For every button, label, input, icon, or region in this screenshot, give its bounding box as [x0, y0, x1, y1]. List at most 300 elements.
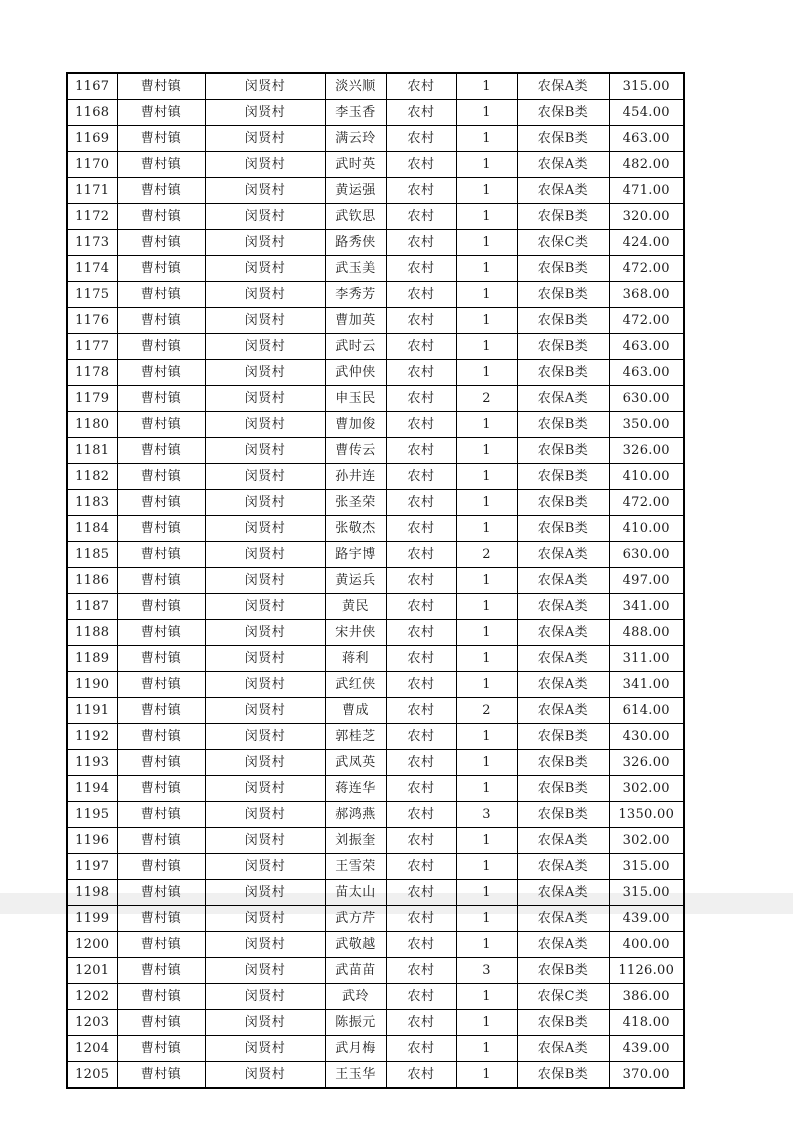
amount-cell: 320.00: [609, 204, 684, 230]
town-cell: 曹村镇: [117, 646, 205, 672]
town-cell: 曹村镇: [117, 152, 205, 178]
person-count-cell: 1: [456, 204, 517, 230]
residence-type-cell: 农村: [386, 386, 456, 412]
person-name-cell: 王雪荣: [325, 854, 386, 880]
residence-type-cell: 农村: [386, 906, 456, 932]
village-cell: 闵贤村: [205, 334, 325, 360]
table-row: [67, 230, 684, 256]
person-name-cell: 王玉华: [325, 1062, 386, 1089]
table-row: [67, 100, 684, 126]
serial-number-cell: 1172: [67, 204, 117, 230]
table-row: [67, 802, 684, 828]
residence-type-cell: 农村: [386, 490, 456, 516]
person-count-cell: 1: [456, 646, 517, 672]
insurance-category-cell: 农保B类: [517, 334, 609, 360]
amount-cell: 311.00: [609, 646, 684, 672]
town-cell: 曹村镇: [117, 594, 205, 620]
town-cell: 曹村镇: [117, 568, 205, 594]
town-cell: 曹村镇: [117, 542, 205, 568]
town-cell: 曹村镇: [117, 334, 205, 360]
serial-number-cell: 1197: [67, 854, 117, 880]
table-row: [67, 568, 684, 594]
town-cell: 曹村镇: [117, 308, 205, 334]
town-cell: 曹村镇: [117, 360, 205, 386]
person-count-cell: 1: [456, 932, 517, 958]
insurance-category-cell: 农保A类: [517, 646, 609, 672]
residence-type-cell: 农村: [386, 594, 456, 620]
serial-number-cell: 1180: [67, 412, 117, 438]
serial-number-cell: 1186: [67, 568, 117, 594]
amount-cell: 368.00: [609, 282, 684, 308]
residence-type-cell: 农村: [386, 828, 456, 854]
person-name-cell: 陈振元: [325, 1010, 386, 1036]
table-row: [67, 932, 684, 958]
insurance-category-cell: 农保A类: [517, 828, 609, 854]
insurance-category-cell: 农保B类: [517, 1010, 609, 1036]
person-count-cell: 1: [456, 256, 517, 282]
person-name-cell: 路宇博: [325, 542, 386, 568]
village-cell: 闵贤村: [205, 73, 325, 100]
town-cell: 曹村镇: [117, 698, 205, 724]
serial-number-cell: 1169: [67, 126, 117, 152]
village-cell: 闵贤村: [205, 542, 325, 568]
table-body: [67, 73, 684, 1088]
residence-type-cell: 农村: [386, 178, 456, 204]
insurance-category-cell: 农保B类: [517, 750, 609, 776]
person-name-cell: 武月梅: [325, 1036, 386, 1062]
serial-number-cell: 1190: [67, 672, 117, 698]
town-cell: 曹村镇: [117, 412, 205, 438]
person-name-cell: 郝鸿燕: [325, 802, 386, 828]
serial-number-cell: 1184: [67, 516, 117, 542]
person-name-cell: 曹加英: [325, 308, 386, 334]
amount-cell: 1350.00: [609, 802, 684, 828]
table-row: [67, 776, 684, 802]
serial-number-cell: 1182: [67, 464, 117, 490]
residence-type-cell: 农村: [386, 100, 456, 126]
person-count-cell: 1: [456, 880, 517, 906]
table-row: [67, 1036, 684, 1062]
village-cell: 闵贤村: [205, 256, 325, 282]
amount-cell: 315.00: [609, 73, 684, 100]
person-name-cell: 武玲: [325, 984, 386, 1010]
residence-type-cell: 农村: [386, 620, 456, 646]
person-count-cell: 1: [456, 724, 517, 750]
residence-type-cell: 农村: [386, 230, 456, 256]
person-count-cell: 1: [456, 230, 517, 256]
person-count-cell: 1: [456, 594, 517, 620]
person-count-cell: 2: [456, 386, 517, 412]
insurance-category-cell: 农保A类: [517, 1036, 609, 1062]
table-row: [67, 126, 684, 152]
village-cell: 闵贤村: [205, 386, 325, 412]
town-cell: 曹村镇: [117, 1062, 205, 1089]
amount-cell: 315.00: [609, 880, 684, 906]
person-name-cell: 路秀侠: [325, 230, 386, 256]
amount-cell: 482.00: [609, 152, 684, 178]
insurance-category-cell: 农保A类: [517, 698, 609, 724]
town-cell: 曹村镇: [117, 802, 205, 828]
person-name-cell: 曹加俊: [325, 412, 386, 438]
village-cell: 闵贤村: [205, 1062, 325, 1089]
person-name-cell: 苗太山: [325, 880, 386, 906]
amount-cell: 386.00: [609, 984, 684, 1010]
person-count-cell: 1: [456, 620, 517, 646]
residence-type-cell: 农村: [386, 698, 456, 724]
table-row: [67, 490, 684, 516]
residence-type-cell: 农村: [386, 516, 456, 542]
residence-type-cell: 农村: [386, 1036, 456, 1062]
person-count-cell: 1: [456, 776, 517, 802]
person-count-cell: 1: [456, 464, 517, 490]
person-name-cell: 武仲侠: [325, 360, 386, 386]
person-name-cell: 武时云: [325, 334, 386, 360]
serial-number-cell: 1205: [67, 1062, 117, 1089]
insurance-category-cell: 农保A类: [517, 542, 609, 568]
amount-cell: 341.00: [609, 594, 684, 620]
amount-cell: 463.00: [609, 334, 684, 360]
village-cell: 闵贤村: [205, 230, 325, 256]
residence-type-cell: 农村: [386, 308, 456, 334]
village-cell: 闵贤村: [205, 724, 325, 750]
amount-cell: 326.00: [609, 438, 684, 464]
town-cell: 曹村镇: [117, 204, 205, 230]
person-name-cell: 刘振奎: [325, 828, 386, 854]
village-cell: 闵贤村: [205, 360, 325, 386]
residence-type-cell: 农村: [386, 464, 456, 490]
person-name-cell: 淡兴顺: [325, 73, 386, 100]
residence-type-cell: 农村: [386, 672, 456, 698]
town-cell: 曹村镇: [117, 178, 205, 204]
village-cell: 闵贤村: [205, 1010, 325, 1036]
insurance-category-cell: 农保B类: [517, 308, 609, 334]
residence-type-cell: 农村: [386, 204, 456, 230]
serial-number-cell: 1181: [67, 438, 117, 464]
table-row: [67, 204, 684, 230]
serial-number-cell: 1193: [67, 750, 117, 776]
serial-number-cell: 1195: [67, 802, 117, 828]
table-row: [67, 308, 684, 334]
person-name-cell: 武红侠: [325, 672, 386, 698]
insurance-category-cell: 农保B类: [517, 1062, 609, 1089]
insurance-category-cell: 农保A类: [517, 594, 609, 620]
residence-type-cell: 农村: [386, 880, 456, 906]
village-cell: 闵贤村: [205, 802, 325, 828]
amount-cell: 439.00: [609, 1036, 684, 1062]
amount-cell: 1126.00: [609, 958, 684, 984]
serial-number-cell: 1189: [67, 646, 117, 672]
serial-number-cell: 1192: [67, 724, 117, 750]
village-cell: 闵贤村: [205, 984, 325, 1010]
residence-type-cell: 农村: [386, 73, 456, 100]
serial-number-cell: 1198: [67, 880, 117, 906]
residence-type-cell: 农村: [386, 802, 456, 828]
village-cell: 闵贤村: [205, 308, 325, 334]
person-name-cell: 黄民: [325, 594, 386, 620]
person-name-cell: 黄运兵: [325, 568, 386, 594]
table-row: [67, 880, 684, 906]
town-cell: 曹村镇: [117, 672, 205, 698]
residence-type-cell: 农村: [386, 126, 456, 152]
amount-cell: 439.00: [609, 906, 684, 932]
town-cell: 曹村镇: [117, 750, 205, 776]
insurance-category-cell: 农保B类: [517, 958, 609, 984]
amount-cell: 418.00: [609, 1010, 684, 1036]
village-cell: 闵贤村: [205, 672, 325, 698]
residence-type-cell: 农村: [386, 750, 456, 776]
person-count-cell: 3: [456, 958, 517, 984]
table-row: [67, 516, 684, 542]
residence-type-cell: 农村: [386, 776, 456, 802]
insurance-category-cell: 农保A类: [517, 620, 609, 646]
person-name-cell: 张圣荣: [325, 490, 386, 516]
person-count-cell: 1: [456, 1010, 517, 1036]
person-count-cell: 1: [456, 516, 517, 542]
table-row: [67, 1010, 684, 1036]
residence-type-cell: 农村: [386, 412, 456, 438]
serial-number-cell: 1187: [67, 594, 117, 620]
person-name-cell: 武时英: [325, 152, 386, 178]
town-cell: 曹村镇: [117, 958, 205, 984]
village-cell: 闵贤村: [205, 880, 325, 906]
serial-number-cell: 1201: [67, 958, 117, 984]
person-name-cell: 张敬杰: [325, 516, 386, 542]
insurance-category-cell: 农保B类: [517, 126, 609, 152]
person-name-cell: 武苗苗: [325, 958, 386, 984]
town-cell: 曹村镇: [117, 256, 205, 282]
village-cell: 闵贤村: [205, 750, 325, 776]
insurance-category-cell: 农保C类: [517, 230, 609, 256]
table-row: [67, 672, 684, 698]
person-count-cell: 1: [456, 1036, 517, 1062]
village-cell: 闵贤村: [205, 1036, 325, 1062]
amount-cell: 410.00: [609, 464, 684, 490]
residence-type-cell: 农村: [386, 152, 456, 178]
insurance-category-cell: 农保B类: [517, 776, 609, 802]
serial-number-cell: 1185: [67, 542, 117, 568]
person-count-cell: 1: [456, 438, 517, 464]
village-cell: 闵贤村: [205, 958, 325, 984]
table-row: [67, 360, 684, 386]
town-cell: 曹村镇: [117, 230, 205, 256]
town-cell: 曹村镇: [117, 932, 205, 958]
amount-cell: 471.00: [609, 178, 684, 204]
town-cell: 曹村镇: [117, 73, 205, 100]
village-cell: 闵贤村: [205, 126, 325, 152]
amount-cell: 614.00: [609, 698, 684, 724]
serial-number-cell: 1188: [67, 620, 117, 646]
person-count-cell: 1: [456, 984, 517, 1010]
insurance-category-cell: 农保B类: [517, 204, 609, 230]
town-cell: 曹村镇: [117, 1010, 205, 1036]
town-cell: 曹村镇: [117, 438, 205, 464]
amount-cell: 472.00: [609, 256, 684, 282]
person-name-cell: 武钦思: [325, 204, 386, 230]
insurance-category-cell: 农保B类: [517, 464, 609, 490]
village-cell: 闵贤村: [205, 490, 325, 516]
town-cell: 曹村镇: [117, 490, 205, 516]
town-cell: 曹村镇: [117, 906, 205, 932]
village-cell: 闵贤村: [205, 516, 325, 542]
person-name-cell: 黄运强: [325, 178, 386, 204]
insurance-records-table: [66, 72, 685, 1089]
insurance-category-cell: 农保A类: [517, 152, 609, 178]
residence-type-cell: 农村: [386, 646, 456, 672]
table-row: [67, 724, 684, 750]
table-row: [67, 906, 684, 932]
village-cell: 闵贤村: [205, 594, 325, 620]
insurance-category-cell: 农保B类: [517, 360, 609, 386]
village-cell: 闵贤村: [205, 568, 325, 594]
amount-cell: 630.00: [609, 542, 684, 568]
person-count-cell: 1: [456, 490, 517, 516]
insurance-category-cell: 农保A类: [517, 178, 609, 204]
table-row: [67, 646, 684, 672]
amount-cell: 630.00: [609, 386, 684, 412]
serial-number-cell: 1183: [67, 490, 117, 516]
person-count-cell: 1: [456, 568, 517, 594]
person-count-cell: 1: [456, 282, 517, 308]
person-count-cell: 1: [456, 906, 517, 932]
village-cell: 闵贤村: [205, 620, 325, 646]
person-count-cell: 1: [456, 828, 517, 854]
village-cell: 闵贤村: [205, 412, 325, 438]
person-count-cell: 1: [456, 100, 517, 126]
person-count-cell: 1: [456, 750, 517, 776]
person-name-cell: 蒋利: [325, 646, 386, 672]
amount-cell: 472.00: [609, 308, 684, 334]
village-cell: 闵贤村: [205, 828, 325, 854]
amount-cell: 497.00: [609, 568, 684, 594]
person-name-cell: 李秀芳: [325, 282, 386, 308]
residence-type-cell: 农村: [386, 724, 456, 750]
table-row: [67, 828, 684, 854]
town-cell: 曹村镇: [117, 1036, 205, 1062]
amount-cell: 370.00: [609, 1062, 684, 1089]
person-name-cell: 郭桂芝: [325, 724, 386, 750]
town-cell: 曹村镇: [117, 126, 205, 152]
table-row: [67, 386, 684, 412]
person-name-cell: 申玉民: [325, 386, 386, 412]
town-cell: 曹村镇: [117, 620, 205, 646]
serial-number-cell: 1178: [67, 360, 117, 386]
table-row: [67, 438, 684, 464]
insurance-category-cell: 农保B类: [517, 282, 609, 308]
person-name-cell: 蒋连华: [325, 776, 386, 802]
serial-number-cell: 1199: [67, 906, 117, 932]
insurance-category-cell: 农保B类: [517, 256, 609, 282]
person-name-cell: 武玉美: [325, 256, 386, 282]
person-count-cell: 1: [456, 308, 517, 334]
person-count-cell: 1: [456, 412, 517, 438]
person-name-cell: 满云玲: [325, 126, 386, 152]
residence-type-cell: 农村: [386, 984, 456, 1010]
serial-number-cell: 1173: [67, 230, 117, 256]
serial-number-cell: 1200: [67, 932, 117, 958]
village-cell: 闵贤村: [205, 282, 325, 308]
person-count-cell: 1: [456, 854, 517, 880]
serial-number-cell: 1194: [67, 776, 117, 802]
table-row: [67, 256, 684, 282]
residence-type-cell: 农村: [386, 334, 456, 360]
amount-cell: 463.00: [609, 126, 684, 152]
village-cell: 闵贤村: [205, 854, 325, 880]
person-count-cell: 1: [456, 73, 517, 100]
person-name-cell: 武方芹: [325, 906, 386, 932]
village-cell: 闵贤村: [205, 906, 325, 932]
serial-number-cell: 1177: [67, 334, 117, 360]
serial-number-cell: 1196: [67, 828, 117, 854]
amount-cell: 454.00: [609, 100, 684, 126]
person-count-cell: 1: [456, 152, 517, 178]
table-row: [67, 73, 684, 100]
insurance-category-cell: 农保B类: [517, 724, 609, 750]
amount-cell: 463.00: [609, 360, 684, 386]
person-name-cell: 曹传云: [325, 438, 386, 464]
residence-type-cell: 农村: [386, 360, 456, 386]
person-count-cell: 1: [456, 360, 517, 386]
insurance-category-cell: 农保A类: [517, 568, 609, 594]
town-cell: 曹村镇: [117, 854, 205, 880]
table-row: [67, 282, 684, 308]
insurance-category-cell: 农保A类: [517, 854, 609, 880]
residence-type-cell: 农村: [386, 282, 456, 308]
serial-number-cell: 1176: [67, 308, 117, 334]
town-cell: 曹村镇: [117, 386, 205, 412]
amount-cell: 410.00: [609, 516, 684, 542]
amount-cell: 424.00: [609, 230, 684, 256]
village-cell: 闵贤村: [205, 178, 325, 204]
table-row: [67, 620, 684, 646]
table-row: [67, 594, 684, 620]
amount-cell: 315.00: [609, 854, 684, 880]
person-count-cell: 2: [456, 542, 517, 568]
town-cell: 曹村镇: [117, 880, 205, 906]
table-row: [67, 1062, 684, 1089]
person-name-cell: 武敬越: [325, 932, 386, 958]
serial-number-cell: 1168: [67, 100, 117, 126]
amount-cell: 488.00: [609, 620, 684, 646]
residence-type-cell: 农村: [386, 438, 456, 464]
person-count-cell: 3: [456, 802, 517, 828]
table-row: [67, 958, 684, 984]
insurance-category-cell: 农保B类: [517, 490, 609, 516]
insurance-category-cell: 农保A类: [517, 880, 609, 906]
person-name-cell: 孙井连: [325, 464, 386, 490]
insurance-category-cell: 农保B类: [517, 802, 609, 828]
serial-number-cell: 1170: [67, 152, 117, 178]
insurance-category-cell: 农保A类: [517, 73, 609, 100]
person-count-cell: 1: [456, 672, 517, 698]
village-cell: 闵贤村: [205, 152, 325, 178]
table-row: [67, 542, 684, 568]
town-cell: 曹村镇: [117, 282, 205, 308]
table-row: [67, 698, 684, 724]
person-count-cell: 1: [456, 334, 517, 360]
amount-cell: 302.00: [609, 776, 684, 802]
village-cell: 闵贤村: [205, 646, 325, 672]
table-row: [67, 854, 684, 880]
table-row: [67, 984, 684, 1010]
town-cell: 曹村镇: [117, 828, 205, 854]
insurance-category-cell: 农保B类: [517, 438, 609, 464]
table-row: [67, 152, 684, 178]
village-cell: 闵贤村: [205, 100, 325, 126]
insurance-category-cell: 农保B类: [517, 100, 609, 126]
village-cell: 闵贤村: [205, 932, 325, 958]
residence-type-cell: 农村: [386, 1062, 456, 1089]
table-row: [67, 412, 684, 438]
